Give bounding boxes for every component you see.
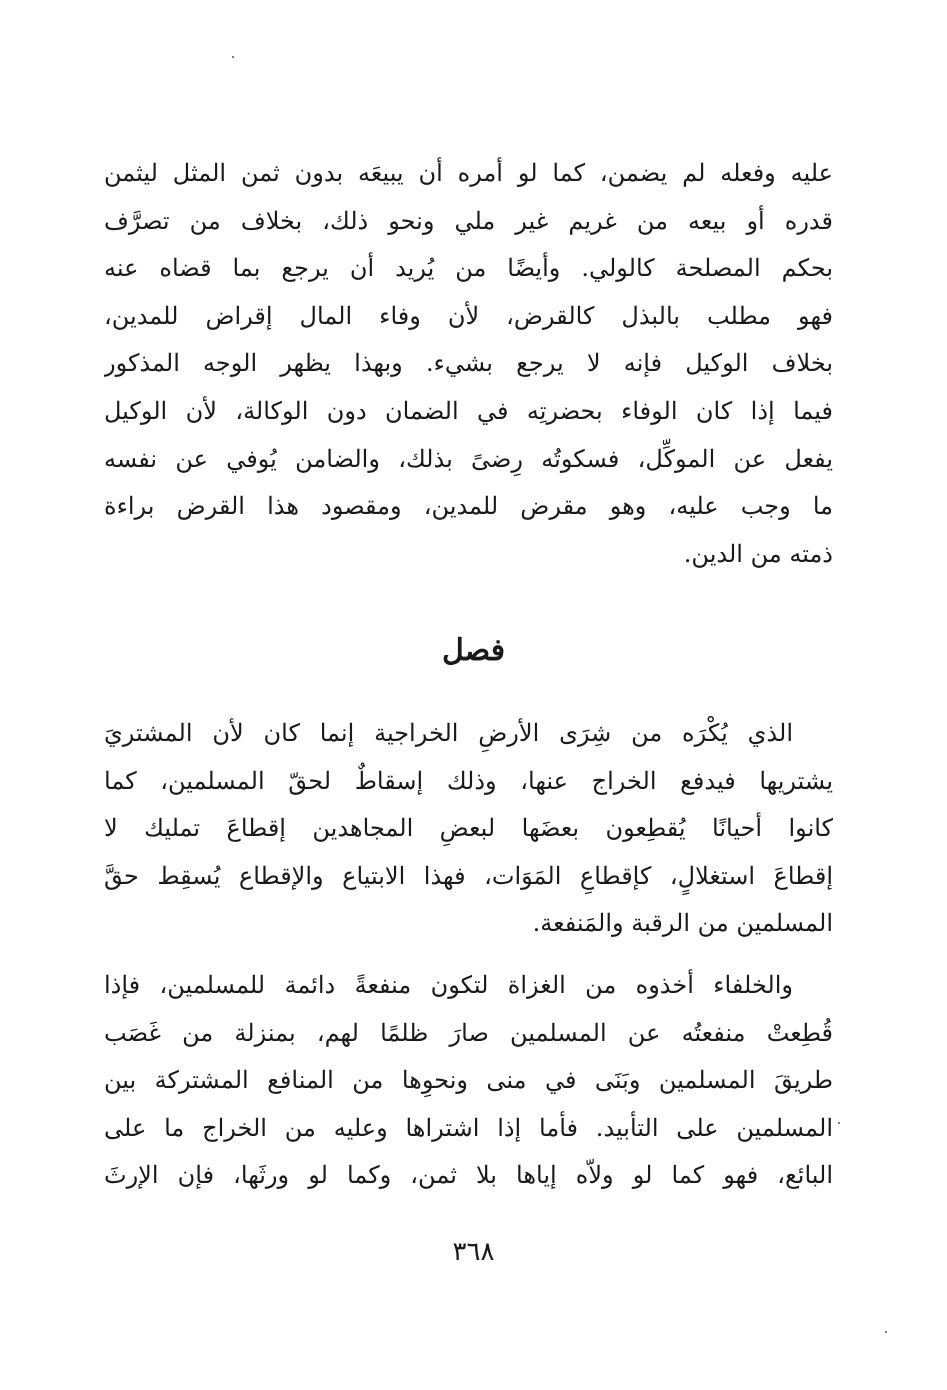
text-line: والخلفاء أخذوه من الغزاة لتكون منفعةً دائمة للمسلمين، فإذا xyxy=(104,971,793,999)
text-line: طريقَ المسلمين وبَنَى في منى ونحوِها من المنافع المشتركة بين xyxy=(104,1066,833,1095)
text-line: قدره أو بيعه من غريم غير ملي ونحو ذلك، بخلاف من تصرَّف xyxy=(104,206,833,235)
scan-speck xyxy=(232,56,234,58)
text-line: المسلمين من الرقبة والمَنفعة. xyxy=(532,909,833,938)
text-line: بخلاف الوكيل فإنه لا يرجع بشيء. وبهذا يظهر الوجه المذكور xyxy=(104,349,833,378)
text-line: المسلمين على التأبيد. فأما إذا اشتراها وعليه من الخراج ما على xyxy=(104,1113,833,1142)
paragraph-3 xyxy=(104,962,833,1200)
text-line: كانوا أحيانًا يُقطِعون بعضَها لبعضِ المجاهدين إقطاعَ تمليك لا xyxy=(104,814,833,843)
text-line: يشتريها فيدفع الخراج عنها، وذلك إسقاطٌ لحقّ المسلمين، كما xyxy=(104,766,833,795)
text-line: الذي يُكْرَه من شِرَى الأرضِ الخراجية إنما كان لأن المشتريَ xyxy=(104,719,793,747)
scan-speck xyxy=(885,1331,887,1333)
paragraph-1 xyxy=(104,150,833,578)
paragraph-2 xyxy=(104,710,833,948)
text-line: البائع، فهو كما لو ولاّه إياها بلا ثمن، وكما لو ورثَها، فإن الإرثَ xyxy=(104,1161,833,1190)
text-line: بحكم المصلحة كالولي. وأيضًا من يُريد أن يرجع بما قضاه عنه xyxy=(104,254,833,283)
text-line: فيما إذا كان الوفاء بحضرتِه في الضمان دون الوكالة، لأن الوكيل xyxy=(104,396,833,425)
page-number: ٣٦٨ xyxy=(452,1237,495,1267)
scan-speck xyxy=(838,1122,840,1124)
section-heading: فصل xyxy=(441,633,506,668)
text-line: ذمته من الدين. xyxy=(683,539,833,568)
text-line: ما وجب عليه، وهو مقرض للمدين، ومقصود هذا القرض براءة xyxy=(104,492,833,521)
text-line: فهو مطلب بالبذل كالقرض، لأن وفاء المال إقراض للمدين، xyxy=(104,301,833,330)
text-line: يفعل عن الموكِّل، فسكوتُه رِضىً بذلك، والضامن يُوفي عن نفسه xyxy=(104,444,833,473)
text-line: إقطاعَ استغلالٍ، كإقطاعِ المَوَات، فهذا الابتياع والإقطاع يُسقِط حقَّ xyxy=(104,861,833,890)
text-line: عليه وفعله لم يضمن، كما لو أمره أن يبيعَه بدون ثمن المثل ليثمن xyxy=(104,159,833,187)
text-line: قُطِعتْ منفعتُه عن المسلمين صارَ ظلمًا لهم، بمنزلة من غَصَب xyxy=(104,1018,833,1047)
